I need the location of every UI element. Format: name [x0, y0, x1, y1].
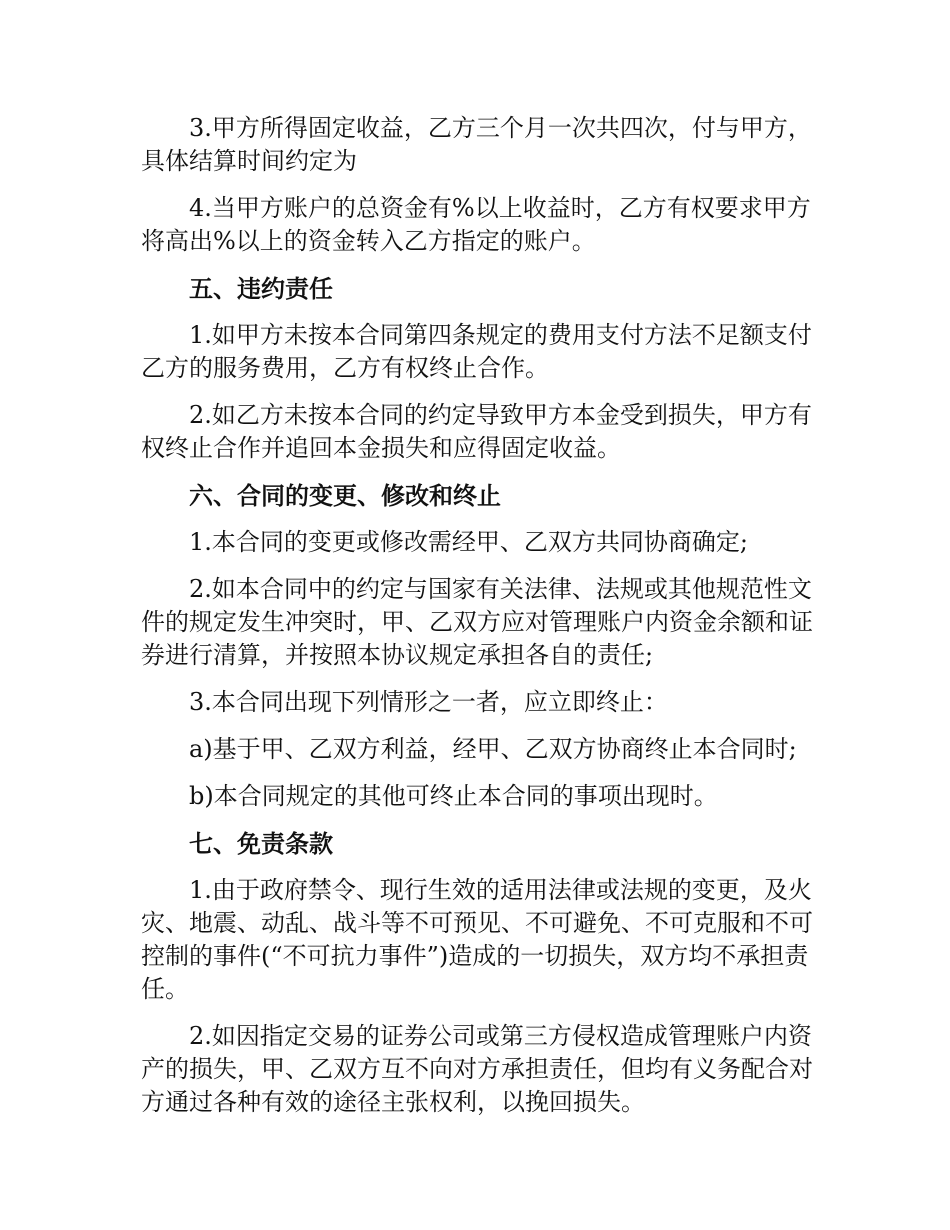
clause-6-1-paragraph: 1.本合同的变更或修改需经甲、乙双方共同协商确定;: [189, 528, 748, 556]
section-6-heading: 六、合同的变更、修改和终止: [189, 481, 501, 510]
clause-4-4-paragraph: 4.当甲方账户的总资金有%以上收益时，乙方有权要求甲方将高出%以上的资金转入乙方指定的账户。: [141, 194, 811, 255]
clause-6-3a-paragraph: a)基于甲、乙双方利益，经甲、乙双方协商终止本合同时;: [189, 735, 797, 763]
clause-6-3b-paragraph: b)本合同规定的其他可终止本合同的事项出现时。: [189, 782, 718, 810]
clause-7-1-paragraph: 1.由于政府禁令、现行生效的适用法律或法规的变更，及火灾、地震、动乱、战斗等不可预见、不可避免、不可克服和不可控制的事件(“不可抗力事件”)造成的一切损失，双方均不承担责任。: [141, 876, 813, 1003]
clause-5-2-paragraph: 2.如乙方未按本合同的约定导致甲方本金受到损失，甲方有权终止合作并追回本金损失和应得固定收益。: [141, 401, 812, 462]
clause-6-2-paragraph: 2.如本合同中的约定与国家有关法律、法规或其他规范性文件的规定发生冲突时，甲、乙双方应对管理账户内资金余额和证券进行清算，并按照本协议规定承担各自的责任;: [141, 575, 813, 669]
clause-6-3-paragraph: 3.本合同出现下列情形之一者，应立即终止：: [189, 688, 668, 716]
clause-5-1-paragraph: 1.如甲方未按本合同第四条规定的费用支付方法不足额支付乙方的服务费用，乙方有权终止合作。: [141, 321, 812, 382]
clause-7-2-paragraph: 2.如因指定交易的证券公司或第三方侵权造成管理账户内资产的损失，甲、乙双方互不向对方承担责任，但均有义务配合对方通过各种有效的途径主张权利，以挽回损失。: [141, 1022, 813, 1116]
section-7-heading: 七、免责条款: [189, 829, 333, 858]
document-body: [141, 112, 813, 1133]
clause-4-3-paragraph: 3.甲方所得固定收益，乙方三个月一次共四次，付与甲方，具体结算时间约定为: [141, 114, 812, 175]
section-5-heading: 五、违约责任: [189, 274, 333, 303]
